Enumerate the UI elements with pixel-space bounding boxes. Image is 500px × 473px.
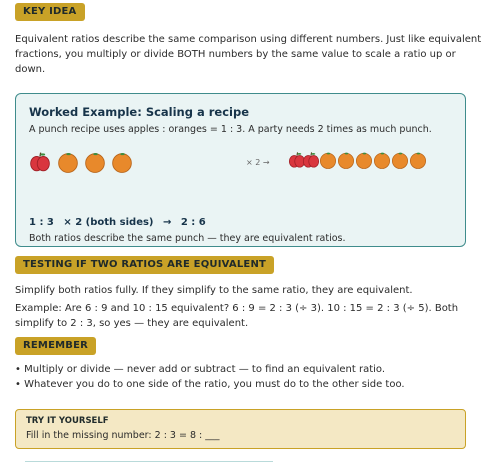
equation-arrow: →	[162, 217, 172, 228]
scaled-fruit-group	[288, 151, 463, 173]
apple-icon	[302, 151, 320, 169]
equation-left: 1 : 3	[29, 217, 54, 228]
apple-icon	[29, 151, 51, 173]
divider	[25, 461, 273, 462]
remember-item: • Multiply or divide — never add or subtract — to find an equivalent ratio.	[15, 364, 386, 375]
key-idea-text: Equivalent ratios describe the same comparison using different numbers. Just like equivalent fractions, you multiply or divide BOTH numbers by the same value to scale a ratio up or down.	[15, 34, 482, 75]
key-idea-badge: KEY IDEA	[15, 3, 85, 21]
original-fruit-group	[29, 151, 159, 173]
try-it-text: Fill in the missing number: 2 : 3 = 8 : ___	[26, 430, 220, 441]
testing-badge: TESTING IF TWO RATIOS ARE EQUIVALENT	[15, 256, 274, 274]
equation-right: 2 : 6	[180, 217, 206, 228]
ratio-equation	[29, 217, 212, 228]
orange-icon	[57, 151, 79, 173]
worked-example-title: Worked Example: Scaling a recipe	[29, 105, 250, 119]
worked-example-card	[15, 93, 466, 247]
try-it-title: TRY IT YOURSELF	[26, 416, 109, 426]
orange-icon	[391, 151, 409, 169]
worked-example-description: A punch recipe uses apples : oranges = 1 : 3. A party needs 2 times as much punch.	[29, 124, 432, 135]
remember-item: • Whatever you do to one side of the ratio, you must do to the other side too.	[15, 379, 405, 390]
equation-operation: × 2 (both sides)	[63, 217, 154, 228]
orange-icon	[319, 151, 337, 169]
orange-icon	[84, 151, 106, 173]
testing-text: Simplify both ratios fully. If they simplify to the same ratio, they are equivalent.	[15, 285, 413, 296]
worked-example-note: Both ratios describe the same punch — they are equivalent ratios.	[29, 233, 346, 244]
orange-icon	[373, 151, 391, 169]
orange-icon	[409, 151, 427, 169]
orange-icon	[111, 151, 133, 173]
orange-icon	[337, 151, 355, 169]
orange-icon	[355, 151, 373, 169]
remember-badge: REMEMBER	[15, 337, 96, 355]
try-it-box	[15, 409, 466, 449]
scale-times-label: × 2 →	[246, 158, 270, 167]
testing-example: Example: Are 6 : 9 and 10 : 15 equivalent? 6 : 9 = 2 : 3 (÷ 3). 10 : 15 = 2 : 3 (÷ 5). Both simplify to 2 : 3, so yes — they are equivalent.	[15, 303, 459, 329]
